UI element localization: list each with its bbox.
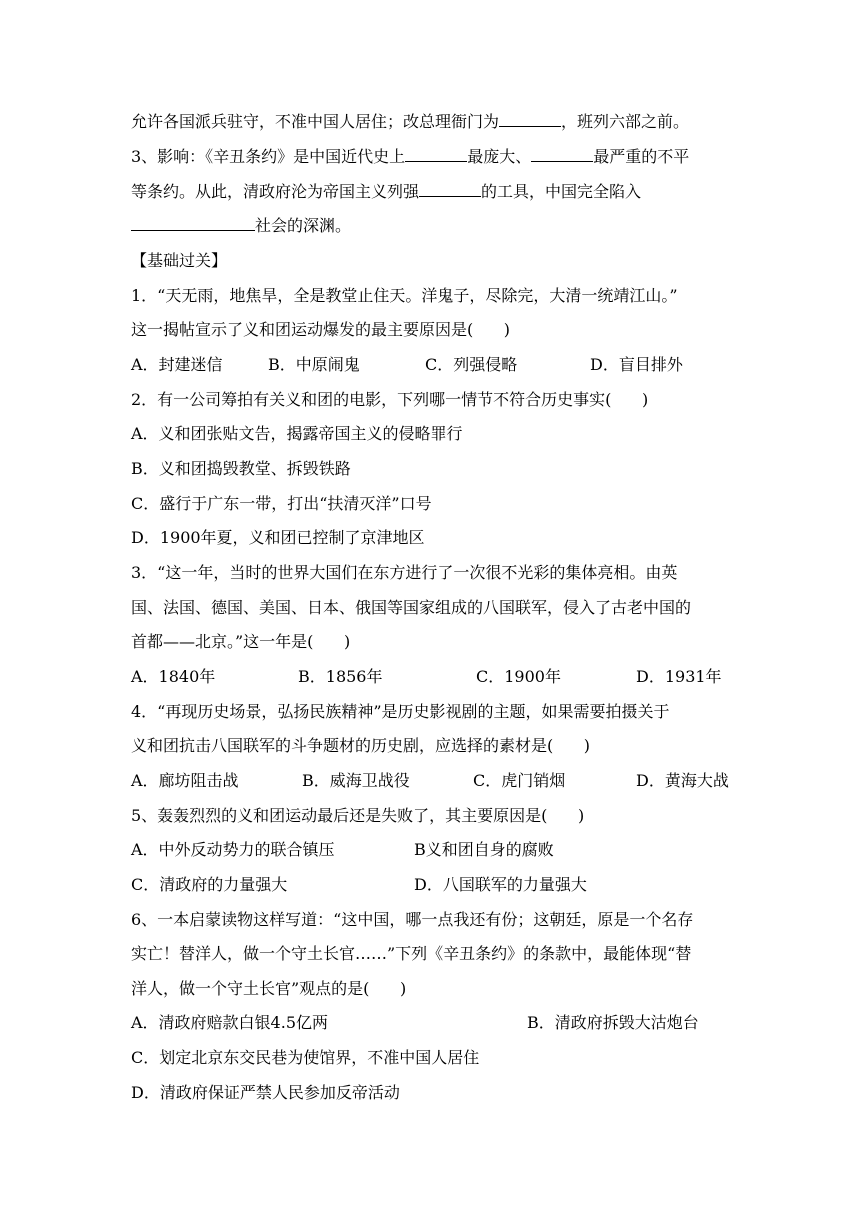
question-2-line-1: 2．有一公司筹拍有关义和团的电影，下列哪一情节不符合历史事实( ) xyxy=(131,390,649,409)
question-2-option-b: B．义和团捣毁教堂、拆毁铁路 xyxy=(131,459,351,478)
question-3-line-1: 3．“这一年，当时的世界大国们在东方进行了一次很不光彩的集体亮相。由英 xyxy=(131,563,678,582)
question-3-line-2: 国、法国、德国、美国、日本、俄国等国家组成的八国联军，侵入了古老中国的 xyxy=(131,598,692,617)
question-5-option-d: D．八国联军的力量强大 xyxy=(414,875,587,894)
intro-line-2: 3、影响：《辛丑条约》是中国近代史上 最庞大、 最严重的不平 xyxy=(131,147,690,166)
question-6-line-3: 洋人，做一个守土长官”观点的是( ) xyxy=(131,979,407,998)
question-3-option-b: B．1856年 xyxy=(298,667,383,686)
question-4-option-b: B．威海卫战役 xyxy=(302,771,410,790)
question-3-option-c: C．1900年 xyxy=(476,667,561,686)
question-1-line-2: 这一揭帖宣示了义和团运动爆发的最主要原因是( ) xyxy=(131,320,511,339)
section-title: 【基础过关】 xyxy=(131,251,228,270)
question-1-option-a: A．封建迷信 xyxy=(131,355,223,374)
question-1-option-d: D．盲目排外 xyxy=(590,355,683,374)
intro-line-1: 允许各国派兵驻守，不准中国人居住；改总理衙门为 ，班列六部之前。 xyxy=(131,112,690,131)
question-6-option-b: B．清政府拆毁大沽炮台 xyxy=(527,1013,699,1032)
answer-blank xyxy=(419,180,481,197)
question-6-line-2: 实亡！替洋人，做一个守土长官……”下列《辛丑条约》的条款中，最能体现“替 xyxy=(131,944,692,963)
question-6-line-1: 6、一本启蒙读物这样写道：“这中国，哪一点我还有份；这朝廷，原是一个名存 xyxy=(131,910,694,929)
answer-blank xyxy=(405,145,467,162)
question-1-line-1: 1．“天无雨，地焦旱，全是教堂止住天。洋鬼子，尽除完，大清一统靖江山。” xyxy=(131,286,678,305)
question-5-line-1: 5、轰轰烈烈的义和团运动最后还是失败了，其主要原因是( ) xyxy=(131,806,585,825)
question-4-option-d: D．黄海大战 xyxy=(636,771,729,790)
question-4-option-c: C．虎门销烟 xyxy=(473,771,566,790)
answer-blank xyxy=(131,214,255,231)
question-3-option-a: A．1840年 xyxy=(131,667,216,686)
question-4-line-1: 4．“再现历史场景，弘扬民族精神”是历史影视剧的主题，如果需要拍摄关于 xyxy=(131,702,670,721)
question-3-line-3: 首都——北京。”这一年是( ) xyxy=(131,632,351,651)
question-2-option-c: C．盛行于广东一带，打出“扶清灭洋”口号 xyxy=(131,494,432,513)
question-4-line-2: 义和团抗击八国联军的斗争题材的历史剧，应选择的素材是( ) xyxy=(131,736,591,755)
question-6-option-a: A．清政府赔款白银4.5亿两 xyxy=(131,1013,329,1032)
answer-blank xyxy=(531,145,593,162)
question-6-option-d: D．清政府保证严禁人民参加反帝活动 xyxy=(131,1083,400,1102)
intro-line-3: 等条约。从此，清政府沦为帝国主义列强 的工具，中国完全陷入 xyxy=(131,182,642,201)
question-2-option-d: D．1900年夏，义和团已控制了京津地区 xyxy=(131,528,425,547)
question-3-option-d: D．1931年 xyxy=(636,667,722,686)
question-5-option-b: B义和团自身的腐败 xyxy=(414,840,554,859)
question-2-option-a: A．义和团张贴文告，揭露帝国主义的侵略罪行 xyxy=(131,424,463,443)
question-4-option-a: A．廊坊阻击战 xyxy=(131,771,239,790)
question-1-option-c: C．列强侵略 xyxy=(425,355,518,374)
intro-line-4: 社会的深渊。 xyxy=(131,214,351,238)
question-1-option-b: B．中原闹鬼 xyxy=(268,355,360,374)
answer-blank xyxy=(499,110,561,127)
question-5-option-c: C．清政府的力量强大 xyxy=(131,875,288,894)
question-6-option-c: C．划定北京东交民巷为使馆界，不准中国人居住 xyxy=(131,1048,480,1067)
question-5-option-a: A．中外反动势力的联合镇压 xyxy=(131,840,335,859)
